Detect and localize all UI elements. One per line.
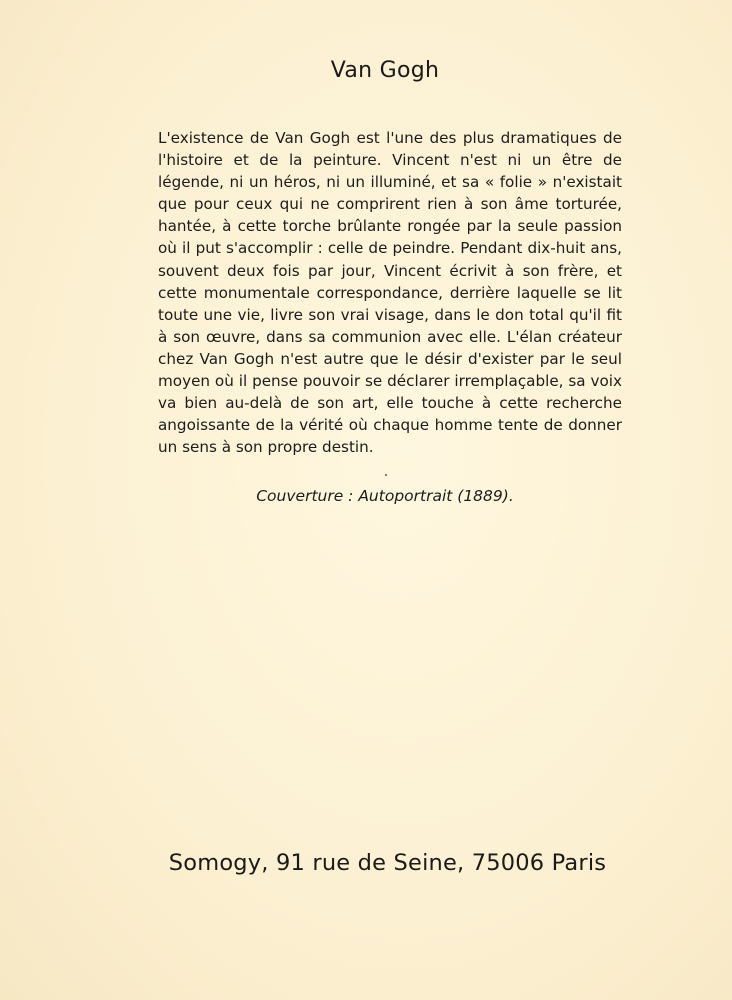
blurb-paragraph: L'existence de Van Gogh est l'une des plus dramatiques de l'histoire et de la peinture. Vincent n'est ni un être de légende, ni un héros, ni un illuminé, et sa « folie » n'existait que pour ceux qui ne comprirent rien à son âme torturée, hantée, à cette torche brûlante rongée par la seule passion où il put s'accomplir : celle de peindre. Pendant dix-huit ans, souvent deux fois par jour, Vincent écrivit à son frère, et cette monumentale correspondance, derrière laquelle se lit toute une vie, livre son vrai visage, dans le don total qu'il fit à son œuvre, dans sa communion avec elle. L'élan créateur chez Van Gogh n'est autre que le désir d'exister par le seul moyen où il pense pouvoir se déclarer irremplaçable, sa voix va bien au-delà de son art, elle touche à cette recherche angoissante de la vérité où chaque homme tente de donner un sens à son propre destin.	[158, 129, 622, 457]
publisher-address: Somogy, 91 rue de Seine, 75006 Paris	[168, 850, 607, 876]
book-title: Van Gogh	[330, 58, 440, 83]
cover-caption: Couverture : Autoportrait (1889).	[256, 487, 514, 505]
separator-dot	[385, 474, 387, 476]
